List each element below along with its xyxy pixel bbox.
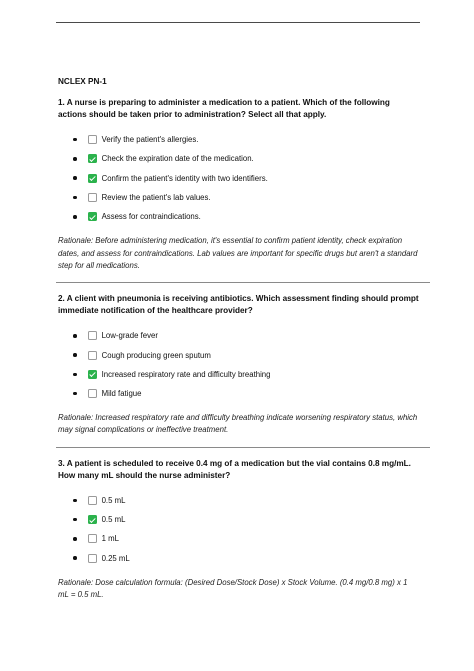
checkbox-unchecked-icon[interactable] [88, 351, 97, 360]
answer-option[interactable] [58, 149, 420, 168]
rationale-text: Rationale: Dose calculation formula: (Desired Dose/Stock Dose) x Stock Volume. (0.4 mg/0.8 mg) x 1 mL = 0.5 mL. [58, 577, 408, 600]
bullet-icon [73, 196, 77, 200]
answer-option[interactable] [58, 188, 420, 207]
answer-options [58, 326, 420, 403]
option-label: 0.5 mL [101, 495, 126, 505]
checkbox-unchecked-icon[interactable] [88, 554, 97, 563]
checkbox-checked-icon[interactable] [88, 212, 97, 221]
bullet-icon [73, 499, 77, 503]
option-label: Cough producing green sputum [101, 350, 211, 360]
option-label: Assess for contraindications. [101, 212, 201, 222]
question-prompt: 2. A client with pneumonia is receiving antibiotics. Which assessment finding should prompt immediate notification of the healthcare provider? [58, 294, 419, 316]
checkbox-unchecked-icon[interactable] [88, 496, 97, 505]
bullet-icon [73, 373, 77, 377]
checkbox-checked-icon[interactable] [88, 515, 97, 524]
answer-option[interactable] [58, 384, 420, 403]
option-label: Low-grade fever [101, 331, 158, 341]
document-body [58, 77, 420, 601]
bullet-icon [73, 518, 77, 522]
section-divider [56, 447, 430, 448]
answer-option[interactable] [58, 549, 420, 568]
checkbox-unchecked-icon[interactable] [88, 534, 97, 543]
question-3 [58, 458, 420, 602]
answer-option[interactable] [58, 529, 420, 548]
bullet-icon [73, 537, 77, 541]
checkbox-checked-icon[interactable] [88, 154, 97, 163]
checkbox-unchecked-icon[interactable] [88, 193, 97, 202]
answer-option[interactable] [58, 365, 420, 384]
rationale-text: Rationale: Increased respiratory rate and difficulty breathing indicate worsening respiratory status, which may signal complications or ineffective treatment. [58, 413, 418, 435]
option-label: Confirm the patient's identity with two identifiers. [101, 173, 268, 183]
option-label: 0.25 mL [101, 553, 130, 563]
top-rule [56, 22, 420, 23]
checkbox-unchecked-icon[interactable] [88, 389, 97, 398]
checkbox-unchecked-icon[interactable] [88, 331, 97, 340]
question-1 [58, 97, 420, 272]
question-2 [58, 293, 420, 437]
bullet-icon [73, 138, 77, 142]
bullet-icon [73, 215, 77, 219]
option-label: 0.5 mL [101, 515, 126, 525]
option-label: 1 mL [101, 534, 119, 544]
bullet-icon [73, 556, 77, 560]
answer-option[interactable] [58, 510, 420, 529]
checkbox-checked-icon[interactable] [88, 370, 97, 379]
answer-option[interactable] [58, 326, 420, 345]
section-divider [56, 282, 430, 283]
answer-option[interactable] [58, 169, 420, 188]
document-title: NCLEX PN-1 [58, 77, 107, 86]
option-label: Check the expiration date of the medication. [101, 154, 254, 164]
checkbox-checked-icon[interactable] [88, 174, 97, 183]
bullet-icon [73, 334, 77, 338]
question-prompt: 3. A patient is scheduled to receive 0.4 mg of a medication but the vial contains 0.8 mg/mL. How many mL should the nurse administer? [58, 458, 411, 480]
question-prompt: 1. A nurse is preparing to administer a medication to a patient. Which of the following actions should be taken prior to administration? Select all that apply. [58, 98, 390, 119]
option-label: Verify the patient's allergies. [101, 135, 199, 145]
option-label: Mild fatigue [101, 389, 142, 399]
option-label: Increased respiratory rate and difficulty breathing [101, 369, 271, 379]
answer-option[interactable] [58, 345, 420, 364]
answer-option[interactable] [58, 491, 420, 510]
answer-options [58, 491, 420, 568]
option-label: Review the patient's lab values. [101, 193, 211, 203]
answer-options [58, 130, 420, 226]
answer-option[interactable] [58, 207, 420, 226]
bullet-icon [73, 176, 77, 180]
rationale-text: Rationale: Before administering medication, it's essential to confirm patient identity, check expiration dates, and assess for contraindications. Lab values are important for specific drugs but aren't a standard step for all medications. [58, 236, 418, 270]
answer-option[interactable] [58, 130, 420, 149]
bullet-icon [73, 157, 77, 161]
bullet-icon [73, 353, 77, 357]
bullet-icon [73, 392, 77, 396]
checkbox-unchecked-icon[interactable] [88, 135, 97, 144]
